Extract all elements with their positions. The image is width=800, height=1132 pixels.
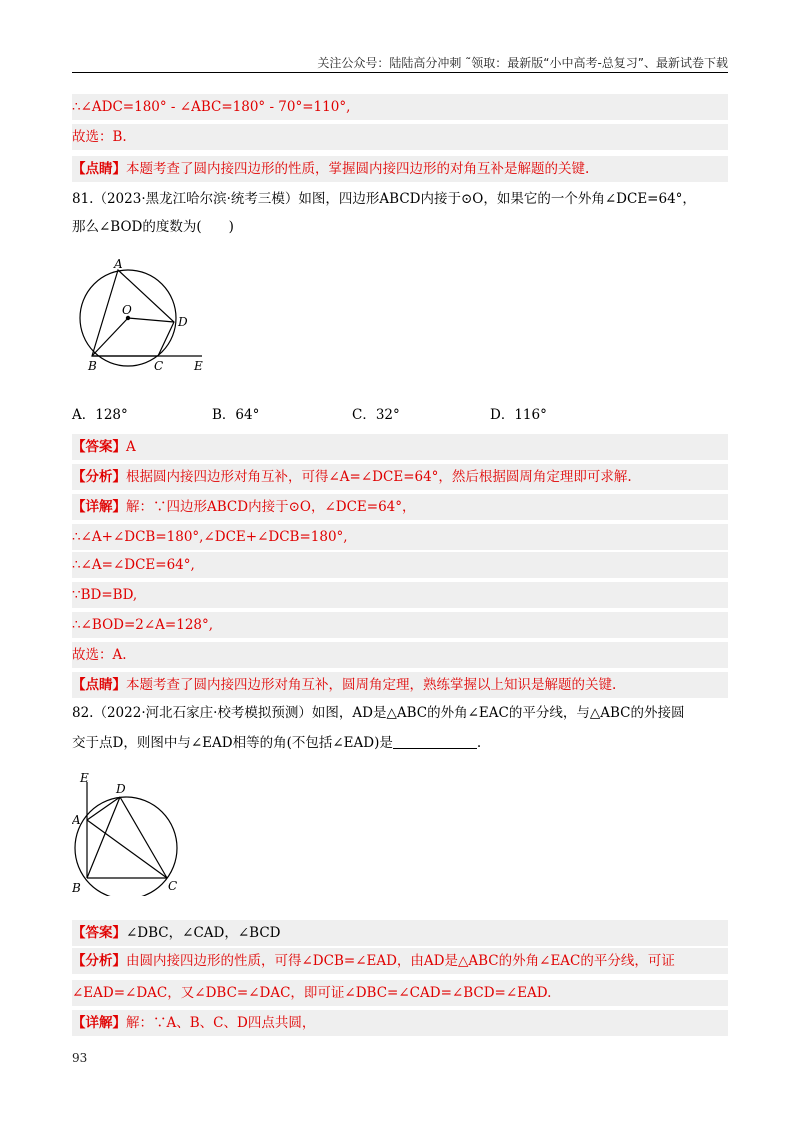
q82-figure	[72, 768, 192, 896]
label-D: D	[116, 782, 126, 796]
segment-OD	[128, 318, 174, 322]
q82-stem-line2	[72, 730, 728, 756]
page-number: 93	[72, 1051, 88, 1065]
analysis-text: 由圆内接四边形的性质，可得∠DCB=∠EAD，由AD是△ABC的外角∠EAC的平分线，可证	[126, 953, 675, 969]
option-a: A．128°	[72, 407, 128, 423]
q81-answer-line	[72, 434, 728, 460]
q81-figure	[72, 256, 212, 376]
q82-answer-line	[72, 920, 728, 946]
detail-tag: 【详解】	[72, 1015, 126, 1031]
choose-line: 故选：B.	[72, 124, 728, 150]
label-B: B	[88, 359, 97, 373]
option-d: D．116°	[490, 407, 547, 423]
label-C: C	[168, 879, 178, 893]
q82-stem-end: .	[476, 735, 482, 751]
q81-dianjing-line	[72, 672, 728, 698]
dianjing-text: 本题考查了圆内接四边形对角互补，圆周角定理，熟练掌握以上知识是解题的关键.	[126, 677, 617, 693]
solution-line: ∴∠ADC=180° - ∠ABC=180° - 70°=110°,	[72, 94, 728, 120]
page-header: 关注公众号：陆陆高分冲刺 ˜领取：最新版“小中高考-总复习”、最新试卷下载	[317, 56, 728, 70]
option-b: B．64°	[212, 407, 260, 423]
detail-line-3: ∴∠A=∠DCE=64°,	[72, 552, 728, 578]
dianjing-line	[72, 156, 728, 182]
answer-blank	[393, 732, 477, 749]
analysis-tag: 【分析】	[72, 953, 126, 969]
q82-stem-line1: 82.（2022·河北石家庄·校考模拟预测）如图，AD是△ABC的外角∠EAC的平分线，与△ABC的外接圆	[72, 705, 685, 721]
detail-text: 解：∵A、B、C、D四点共圆，	[126, 1015, 316, 1031]
answer-tag: 【答案】	[72, 925, 126, 941]
answer-text: ∠DBC，∠CAD，∠BCD	[126, 925, 281, 941]
circumcircle	[75, 797, 177, 896]
detail-line-6: 故选：A.	[72, 642, 728, 668]
option-c: C．32°	[352, 407, 400, 423]
detail-line-2: ∴∠A+∠DCB=180°,∠DCE+∠DCB=180°,	[72, 524, 728, 550]
dianjing-tag: 【点睛】	[72, 161, 126, 177]
detail-text: 解：∵四边形ABCD内接于⊙O，∠DCE=64°，	[126, 499, 416, 515]
q81-analysis-line	[72, 464, 728, 490]
label-B: B	[72, 881, 81, 895]
label-E: E	[194, 359, 203, 373]
q81-stem-line1: 81.（2023·黑龙江哈尔滨·统考三模）如图，四边形ABCD内接于⊙O，如果它的一个外角∠DCE=64°，	[72, 191, 696, 207]
analysis-tag: 【分析】	[72, 469, 126, 485]
q82-detail-line	[72, 1010, 728, 1036]
q82-analysis-line2: ∠EAD=∠DAC，又∠DBC=∠DAC，即可证∠DBC=∠CAD=∠BCD=∠EAD.	[72, 980, 728, 1006]
header-rule	[72, 72, 728, 73]
q81-stem-line2: 那么∠BOD的度数为( )	[72, 219, 234, 235]
q82-stem-text: 交于点D，则图中与∠EAD相等的角(不包括∠EAD)是	[72, 735, 393, 751]
label-E: E	[80, 771, 89, 785]
detail-line-4: ∵BD=BD,	[72, 582, 728, 608]
q82-analysis-line1	[72, 948, 728, 974]
label-C: C	[154, 359, 164, 373]
label-A: A	[114, 257, 123, 271]
answer-tag: 【答案】	[72, 439, 126, 455]
label-A: A	[72, 813, 81, 827]
analysis-text: 根据圆内接四边形对角互补，可得∠A=∠DCE=64°，然后根据圆周角定理即可求解.	[126, 469, 632, 485]
dianjing-tag: 【点睛】	[72, 677, 126, 693]
label-D: D	[178, 315, 188, 329]
q81-detail-line	[72, 494, 728, 520]
label-O: O	[122, 303, 132, 317]
detail-line-5: ∴∠BOD=2∠A=128°,	[72, 612, 728, 638]
dianjing-text: 本题考查了圆内接四边形的性质，掌握圆内接四边形的对角互补是解题的关键.	[126, 161, 590, 177]
detail-tag: 【详解】	[72, 499, 126, 515]
answer-text: A	[126, 439, 136, 455]
